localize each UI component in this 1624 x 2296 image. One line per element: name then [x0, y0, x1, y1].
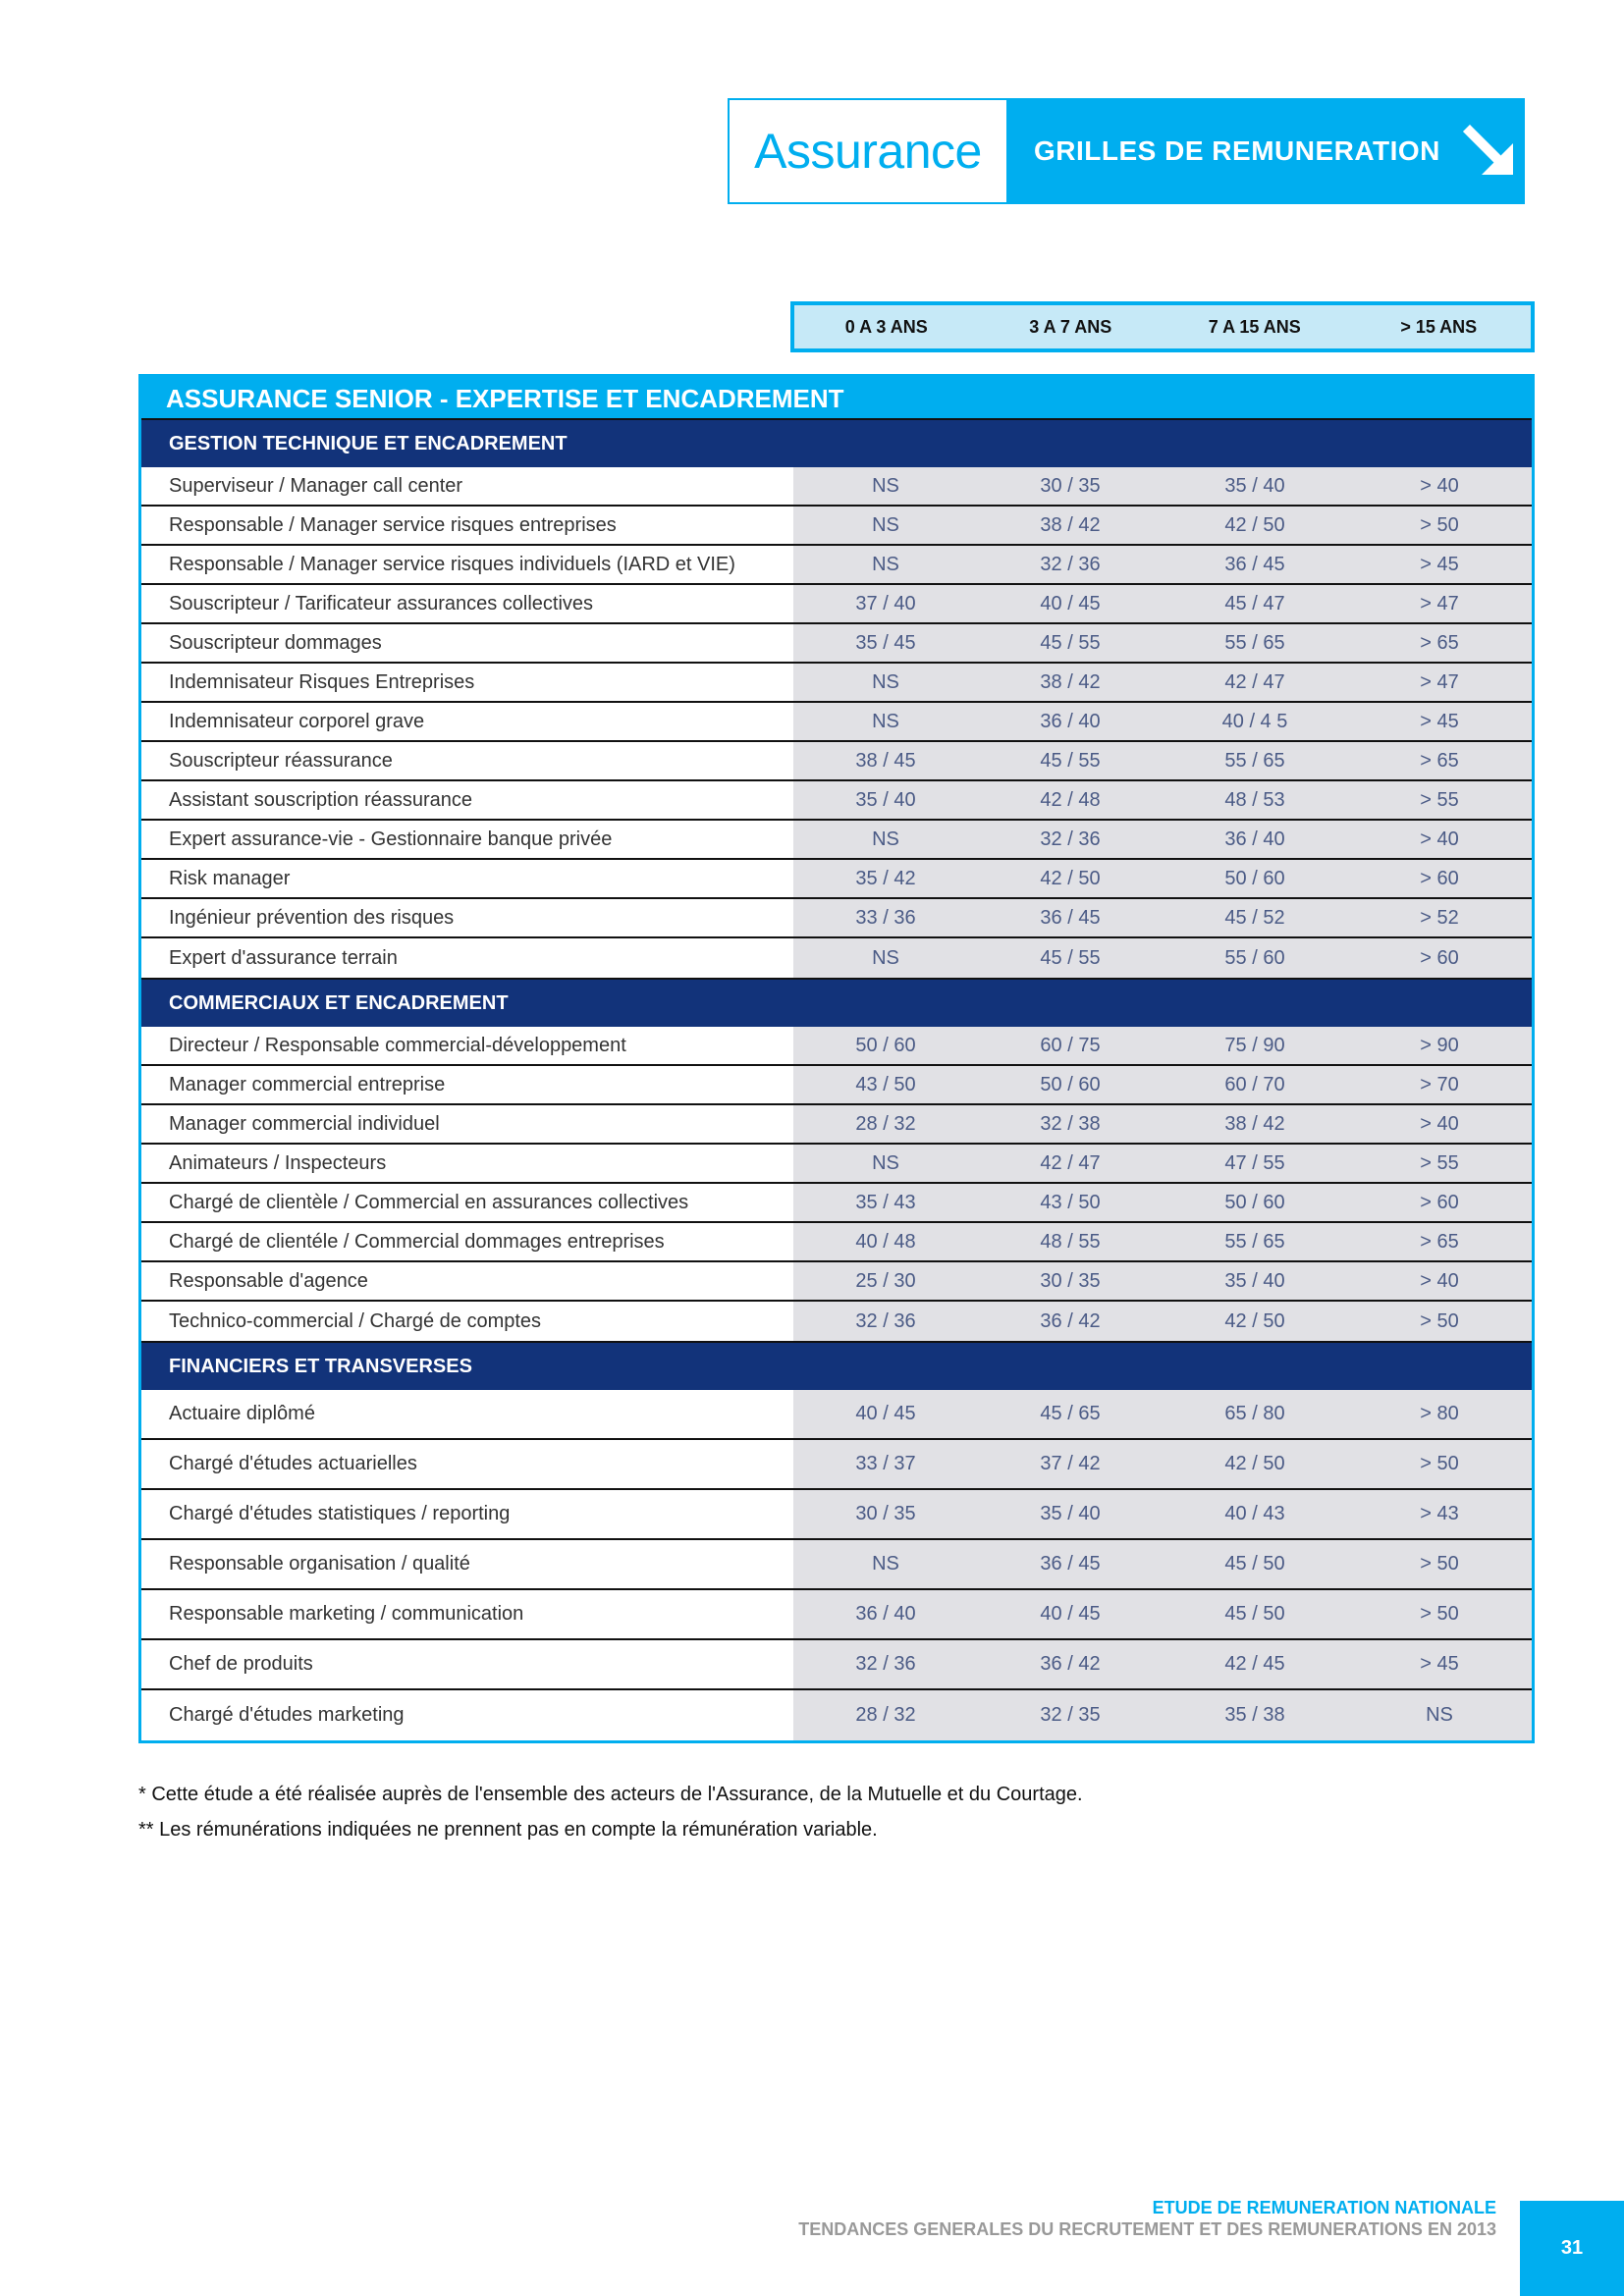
row-values: [793, 1490, 1532, 1538]
table-row: [141, 1690, 1532, 1740]
column-header-bar: [790, 301, 1535, 352]
table-row: [141, 585, 1532, 624]
salary-cell: 48 / 55: [1040, 1230, 1101, 1253]
salary-cell: 36 / 42: [1040, 1653, 1101, 1675]
salary-cell: 43 / 50: [855, 1073, 916, 1095]
footnotes: [138, 1777, 1083, 1847]
salary-cell: 35 / 40: [855, 788, 916, 811]
salary-cell: 28 / 32: [855, 1704, 916, 1726]
salary-cell: > 50: [1420, 513, 1459, 536]
salary-cell: NS: [872, 710, 899, 732]
row-values: [793, 1262, 1532, 1300]
salary-cell: > 45: [1420, 710, 1459, 732]
salary-cell: > 80: [1420, 1403, 1459, 1424]
table-row: [141, 1590, 1532, 1640]
table-row: [141, 1302, 1532, 1341]
table-row: [141, 1145, 1532, 1184]
salary-cell: 40 / 43: [1224, 1503, 1285, 1524]
salary-cell: > 50: [1420, 1603, 1459, 1625]
table-row: [141, 546, 1532, 585]
salary-cell: > 55: [1420, 788, 1459, 811]
column-header: 7 A 15 ANS: [1208, 316, 1301, 337]
salary-cell: 50 / 60: [1040, 1073, 1101, 1095]
row-label: Superviseur / Manager call center: [141, 467, 793, 505]
table-row: [141, 1540, 1532, 1590]
salary-cell: 36 / 45: [1040, 906, 1101, 929]
table-row: [141, 624, 1532, 664]
salary-cell: 36 / 42: [1040, 1309, 1101, 1332]
row-label: Directeur / Responsable commercial-développement: [141, 1027, 793, 1064]
salary-cell: > 50: [1420, 1553, 1459, 1575]
salary-cell: > 40: [1420, 474, 1459, 497]
table-row: [141, 1440, 1532, 1490]
salary-cell: 40 / 45: [1040, 592, 1101, 614]
salary-cell: 35 / 45: [855, 631, 916, 654]
table-section: [141, 978, 1532, 1341]
salary-cell: 45 / 50: [1224, 1553, 1285, 1575]
salary-cell: 36 / 45: [1224, 553, 1285, 575]
salary-cell: 30 / 35: [1040, 1269, 1101, 1292]
salary-cell: 40 / 45: [1040, 1603, 1101, 1625]
salary-cell: > 60: [1420, 1191, 1459, 1213]
salary-cell: 36 / 40: [1040, 710, 1101, 732]
salary-cell: > 50: [1420, 1309, 1459, 1332]
salary-cell: 38 / 42: [1224, 1112, 1285, 1135]
salary-cell: > 45: [1420, 1653, 1459, 1675]
salary-cell: 32 / 38: [1040, 1112, 1101, 1135]
page-footer: [798, 2197, 1496, 2240]
arrow-down-right-icon: [1462, 124, 1517, 179]
row-label: Expert d'assurance terrain: [141, 938, 793, 978]
salary-cell: > 47: [1420, 670, 1459, 693]
header-banner: [1006, 98, 1525, 204]
page-title: Assurance: [728, 98, 1006, 204]
table-row: [141, 938, 1532, 978]
salary-cell: 50 / 60: [1224, 1191, 1285, 1213]
salary-cell: 42 / 45: [1224, 1653, 1285, 1675]
salary-cell: 36 / 45: [1040, 1553, 1101, 1575]
salary-cell: 32 / 36: [1040, 828, 1101, 850]
row-label: Souscripteur / Tarificateur assurances collectives: [141, 585, 793, 622]
salary-cell: 37 / 42: [1040, 1453, 1101, 1474]
salary-cell: 75 / 90: [1224, 1034, 1285, 1056]
salary-cell: 60 / 70: [1224, 1073, 1285, 1095]
row-values: [793, 1590, 1532, 1638]
salary-cell: > 60: [1420, 946, 1459, 969]
row-values: [793, 1105, 1532, 1143]
row-label: Responsable / Manager service risques individuels (IARD et VIE): [141, 546, 793, 583]
row-values: [793, 1440, 1532, 1488]
row-values: [793, 1690, 1532, 1740]
salary-cell: NS: [872, 553, 899, 575]
table-row: [141, 1223, 1532, 1262]
footnote: ** Les rémunérations indiquées ne prennent pas en compte la rémunération variable.: [138, 1819, 878, 1841]
salary-cell: 35 / 40: [1224, 474, 1285, 497]
salary-cell: 40 / 48: [855, 1230, 916, 1253]
salary-cell: 42 / 50: [1224, 1309, 1285, 1332]
salary-cell: > 40: [1420, 1112, 1459, 1135]
page-subtitle: GRILLES DE REMUNERATION: [1034, 135, 1440, 166]
table-row: [141, 1105, 1532, 1145]
salary-cell: 45 / 50: [1224, 1603, 1285, 1625]
salary-cell: 35 / 40: [1224, 1269, 1285, 1292]
row-values: [793, 899, 1532, 936]
salary-cell: 33 / 36: [855, 906, 916, 929]
row-label: Indemnisateur corporel grave: [141, 703, 793, 740]
row-values: [793, 507, 1532, 544]
salary-cell: > 90: [1420, 1034, 1459, 1056]
salary-cell: 40 / 45: [855, 1403, 916, 1424]
row-label: Souscripteur dommages: [141, 624, 793, 662]
salary-cell: NS: [872, 513, 899, 536]
salary-cell: > 47: [1420, 592, 1459, 614]
row-values: [793, 938, 1532, 978]
row-values: [793, 1540, 1532, 1588]
salary-cell: 42 / 48: [1040, 788, 1101, 811]
table-row: [141, 664, 1532, 703]
table-row: [141, 1262, 1532, 1302]
row-label: Chargé de clientéle / Commercial dommages entreprises: [141, 1223, 793, 1260]
row-label: Manager commercial individuel: [141, 1105, 793, 1143]
row-values: [793, 585, 1532, 622]
section-header: GESTION TECHNIQUE ET ENCADREMENT: [141, 418, 1532, 467]
salary-cell: 45 / 55: [1040, 749, 1101, 772]
salary-cell: 36 / 40: [855, 1603, 916, 1625]
salary-cell: 35 / 42: [855, 867, 916, 889]
row-label: Manager commercial entreprise: [141, 1066, 793, 1103]
table-row: [141, 1066, 1532, 1105]
row-label: Chef de produits: [141, 1640, 793, 1688]
salary-cell: > 65: [1420, 749, 1459, 772]
salary-cell: 45 / 65: [1040, 1403, 1101, 1424]
row-label: Responsable marketing / communication: [141, 1590, 793, 1638]
salary-cell: 50 / 60: [855, 1034, 916, 1056]
row-label: Souscripteur réassurance: [141, 742, 793, 779]
salary-cell: 38 / 45: [855, 749, 916, 772]
salary-cell: > 50: [1420, 1453, 1459, 1474]
salary-cell: 36 / 40: [1224, 828, 1285, 850]
row-values: [793, 1027, 1532, 1064]
column-header: > 15 ANS: [1400, 316, 1478, 337]
salary-cell: 60 / 75: [1040, 1034, 1101, 1056]
salary-cell: 55 / 65: [1224, 1230, 1285, 1253]
section-header: FINANCIERS ET TRANSVERSES: [141, 1341, 1532, 1390]
table-row: [141, 1184, 1532, 1223]
row-label: Technico-commercial / Chargé de comptes: [141, 1302, 793, 1341]
salary-cell: 37 / 40: [855, 592, 916, 614]
row-values: [793, 1066, 1532, 1103]
row-values: [793, 742, 1532, 779]
column-header: 3 A 7 ANS: [1029, 316, 1112, 337]
row-values: [793, 781, 1532, 819]
salary-cell: 33 / 37: [855, 1453, 916, 1474]
salary-cell: 55 / 65: [1224, 631, 1285, 654]
row-label: Chargé d'études actuarielles: [141, 1440, 793, 1488]
salary-cell: 42 / 50: [1224, 1453, 1285, 1474]
salary-cell: > 70: [1420, 1073, 1459, 1095]
salary-cell: 42 / 50: [1224, 513, 1285, 536]
table-row: [141, 899, 1532, 938]
salary-cell: 65 / 80: [1224, 1403, 1285, 1424]
page-header: [728, 98, 1525, 204]
row-label: Animateurs / Inspecteurs: [141, 1145, 793, 1182]
table-row: [141, 1490, 1532, 1540]
salary-cell: NS: [1426, 1704, 1453, 1726]
salary-cell: > 60: [1420, 867, 1459, 889]
table-row: [141, 703, 1532, 742]
salary-cell: NS: [872, 1553, 899, 1575]
salary-cell: 45 / 55: [1040, 946, 1101, 969]
salary-cell: 35 / 40: [1040, 1503, 1101, 1524]
row-label: Risk manager: [141, 860, 793, 897]
row-values: [793, 546, 1532, 583]
row-label: Chargé de clientèle / Commercial en assurances collectives: [141, 1184, 793, 1221]
table-title: ASSURANCE SENIOR - EXPERTISE ET ENCADREMENT: [138, 374, 1535, 418]
salary-cell: 25 / 30: [855, 1269, 916, 1292]
row-label: Chargé d'études statistiques / reporting: [141, 1490, 793, 1538]
salary-cell: 30 / 35: [855, 1503, 916, 1524]
row-values: [793, 703, 1532, 740]
row-label: Indemnisateur Risques Entreprises: [141, 664, 793, 701]
row-label: Expert assurance-vie - Gestionnaire banque privée: [141, 821, 793, 858]
salary-cell: NS: [872, 1151, 899, 1174]
salary-cell: 42 / 47: [1224, 670, 1285, 693]
salary-cell: 55 / 60: [1224, 946, 1285, 969]
salary-cell: > 40: [1420, 828, 1459, 850]
table-row: [141, 507, 1532, 546]
row-values: [793, 1223, 1532, 1260]
salary-cell: > 65: [1420, 631, 1459, 654]
row-values: [793, 1302, 1532, 1341]
row-values: [793, 1640, 1532, 1688]
salary-cell: 48 / 53: [1224, 788, 1285, 811]
salary-cell: NS: [872, 946, 899, 969]
salary-cell: 38 / 42: [1040, 513, 1101, 536]
table-row: [141, 1027, 1532, 1066]
table-row: [141, 1390, 1532, 1440]
salary-cell: 32 / 36: [855, 1653, 916, 1675]
salary-cell: NS: [872, 670, 899, 693]
row-values: [793, 664, 1532, 701]
table-section: [141, 418, 1532, 978]
salary-cell: > 52: [1420, 906, 1459, 929]
salary-cell: 47 / 55: [1224, 1151, 1285, 1174]
salary-cell: 35 / 43: [855, 1191, 916, 1213]
salary-cell: > 65: [1420, 1230, 1459, 1253]
salary-cell: 43 / 50: [1040, 1191, 1101, 1213]
salary-cell: 35 / 38: [1224, 1704, 1285, 1726]
salary-cell: 45 / 52: [1224, 906, 1285, 929]
row-values: [793, 1145, 1532, 1182]
row-values: [793, 1184, 1532, 1221]
footer-title: ETUDE DE REMUNERATION NATIONALE: [1152, 2198, 1496, 2217]
salary-cell: 45 / 55: [1040, 631, 1101, 654]
row-values: [793, 467, 1532, 505]
row-values: [793, 1390, 1532, 1438]
salary-cell: > 45: [1420, 553, 1459, 575]
row-label: Assistant souscription réassurance: [141, 781, 793, 819]
footnote: * Cette étude a été réalisée auprès de l'ensemble des acteurs de l'Assurance, de la Mutuelle et du Courtage.: [138, 1784, 1083, 1805]
page-number: 31: [1520, 2201, 1624, 2296]
row-label: Responsable organisation / qualité: [141, 1540, 793, 1588]
row-values: [793, 860, 1532, 897]
salary-cell: 38 / 42: [1040, 670, 1101, 693]
row-values: [793, 624, 1532, 662]
salary-cell: 32 / 35: [1040, 1704, 1101, 1726]
table-row: [141, 781, 1532, 821]
salary-cell: 45 / 47: [1224, 592, 1285, 614]
table-section: [141, 1341, 1532, 1740]
row-values: [793, 821, 1532, 858]
salary-cell: 42 / 50: [1040, 867, 1101, 889]
salary-cell: NS: [872, 474, 899, 497]
salary-cell: 40 / 4 5: [1221, 710, 1288, 732]
footer-subtitle: TENDANCES GENERALES DU RECRUTEMENT ET DES REMUNERATIONS EN 2013: [798, 2219, 1496, 2239]
table-row: [141, 1640, 1532, 1690]
row-label: Actuaire diplômé: [141, 1390, 793, 1438]
salary-table: [138, 374, 1535, 1743]
salary-cell: 32 / 36: [1040, 553, 1101, 575]
row-label: Chargé d'études marketing: [141, 1690, 793, 1740]
table-row: [141, 821, 1532, 860]
salary-cell: 30 / 35: [1040, 474, 1101, 497]
table-row: [141, 467, 1532, 507]
column-header: 0 A 3 ANS: [844, 316, 928, 337]
salary-cell: 32 / 36: [855, 1309, 916, 1332]
salary-cell: > 55: [1420, 1151, 1459, 1174]
salary-cell: 28 / 32: [855, 1112, 916, 1135]
table-row: [141, 860, 1532, 899]
row-label: Responsable / Manager service risques entreprises: [141, 507, 793, 544]
salary-cell: > 43: [1420, 1503, 1459, 1524]
salary-cell: > 40: [1420, 1269, 1459, 1292]
salary-cell: 42 / 47: [1040, 1151, 1101, 1174]
row-label: Ingénieur prévention des risques: [141, 899, 793, 936]
salary-cell: 55 / 65: [1224, 749, 1285, 772]
table-row: [141, 742, 1532, 781]
row-label: Responsable d'agence: [141, 1262, 793, 1300]
salary-cell: NS: [872, 828, 899, 850]
section-header: COMMERCIAUX ET ENCADREMENT: [141, 978, 1532, 1027]
salary-cell: 50 / 60: [1224, 867, 1285, 889]
